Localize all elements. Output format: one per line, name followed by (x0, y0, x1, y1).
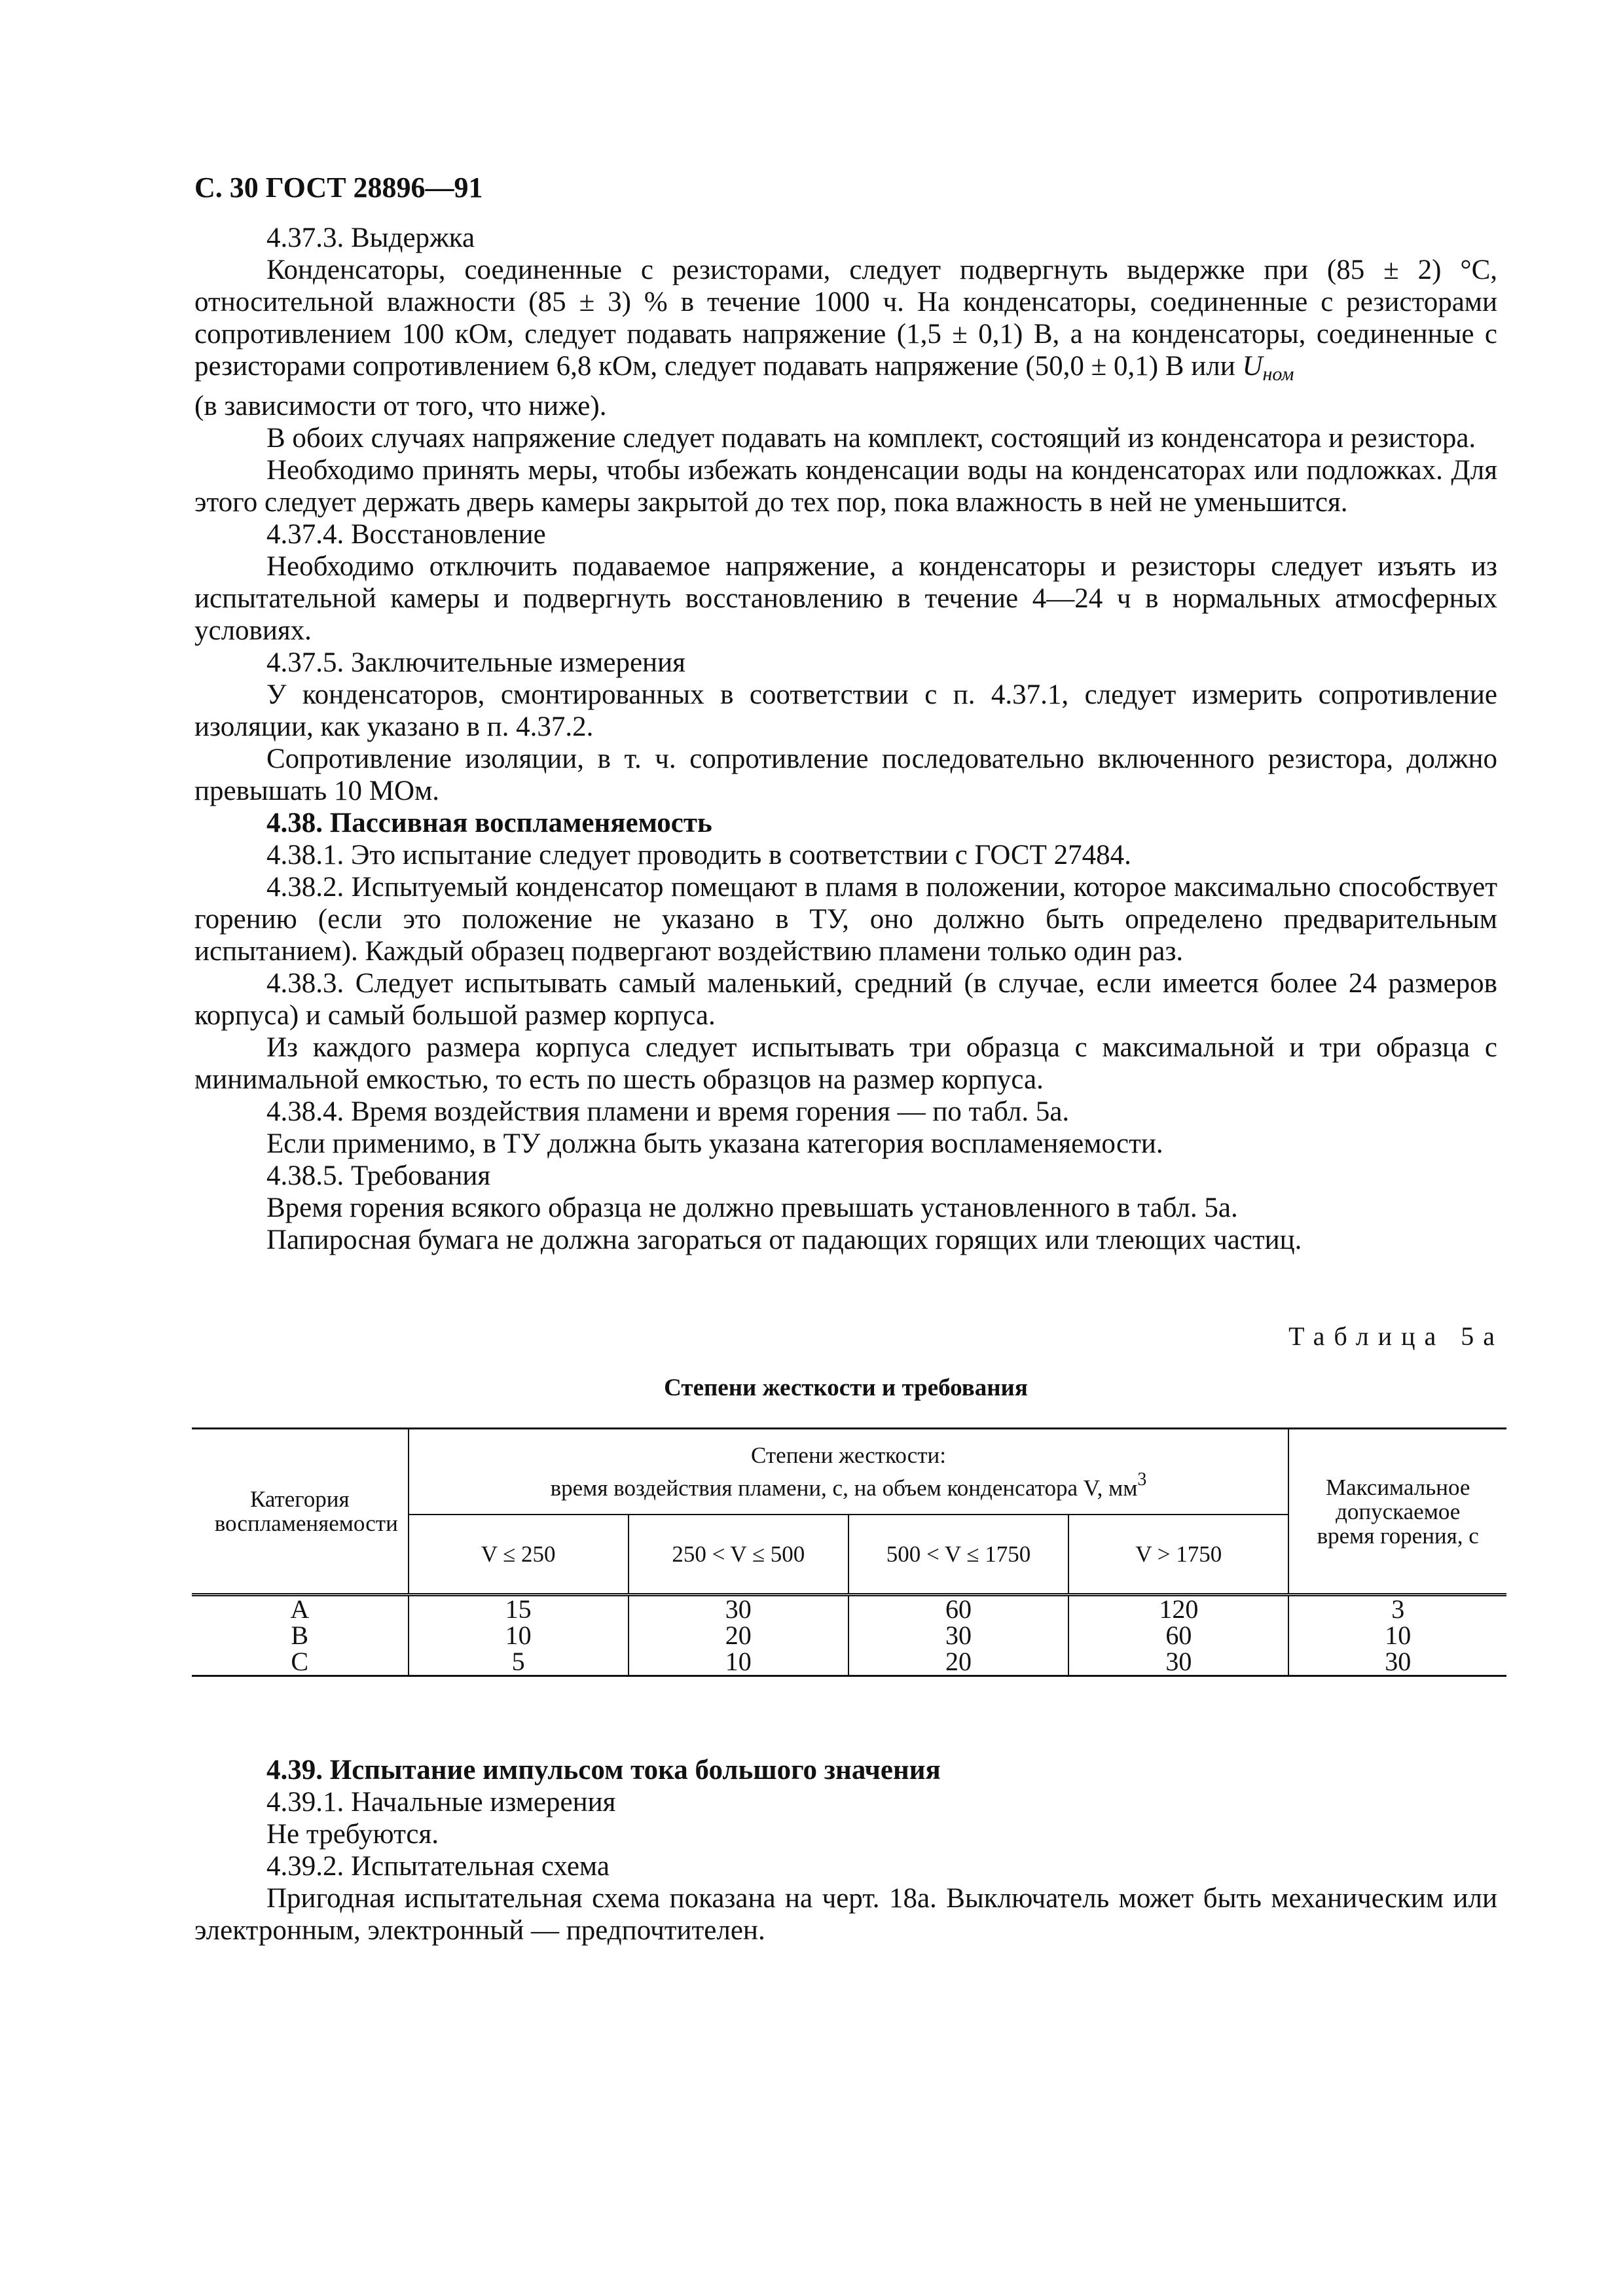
section-4-37-3-title: 4.37.3. Выдержка (266, 223, 475, 253)
table-label: Таблица 5а (1288, 1321, 1504, 1351)
header-group-line2-text: время воздействия пламени, с, на объем конденсатора V, мм (550, 1475, 1138, 1501)
header-max-time-text: Максимальное допускаемое время горения, с (1317, 1474, 1479, 1549)
header-severity-group (409, 1429, 1289, 1515)
cell-value: 10 (629, 1649, 848, 1676)
u-subscript: ном (1262, 363, 1294, 385)
paragraph: 4.38.1. Это испытание следует проводить в соответствии с ГОСТ 27484. (266, 840, 1131, 870)
section-4-38-5-title: 4.38.5. Требования (266, 1160, 491, 1191)
header-group-line1: Степени жесткости: (750, 1443, 947, 1469)
cell-value: 60 (848, 1595, 1068, 1623)
paragraph: Если применимо, в ТУ должна быть указана категория воспламеняемости. (266, 1128, 1163, 1159)
header-subcol-2: 250 < V ≤ 500 (629, 1515, 848, 1594)
header-subcol-4: V > 1750 (1068, 1515, 1288, 1594)
header-max-time (1288, 1429, 1506, 1595)
cell-value: 120 (1068, 1595, 1288, 1623)
cell-category: С (192, 1649, 409, 1676)
section-4-39-2-title: 4.39.2. Испытательная схема (266, 1851, 610, 1882)
paragraph (194, 254, 1497, 390)
paragraph: В обоих случаях напряжение следует подавать на комплект, состоящий из конденсатора и резистора. (266, 423, 1476, 454)
paragraph: Папиросная бумага не должна загораться от падающих горящих или тлеющих частиц. (266, 1225, 1302, 1255)
cell-max: 3 (1391, 1594, 1405, 1624)
table-row (192, 1649, 1506, 1676)
paragraph: (в зависимости от того, что ниже). (194, 391, 607, 422)
paragraph: Сопротивление изоляции, в т. ч. сопротивление последовательно включенного резистора, должно превышать 10 МОм. (194, 744, 1497, 806)
cell-value: 20 (629, 1623, 848, 1649)
cell-value: 10 (409, 1623, 629, 1649)
section-4-38-title: 4.38. Пассивная воспламеняемость (266, 808, 712, 838)
severity-table (192, 1427, 1506, 1677)
cell-value: 15 (409, 1595, 629, 1623)
cell-value: 30 (1068, 1649, 1288, 1676)
header-subcol-3: 500 < V ≤ 1750 (848, 1515, 1068, 1594)
paragraph: У конденсаторов, смонтированных в соответствии с п. 4.37.1, следует измерить сопротивление изоляции, как указано в п. 4.37.2. (194, 679, 1497, 742)
paragraph: Необходимо принять меры, чтобы избежать конденсации воды на конденсаторах или подложках. Для этого следует держать дверь камеры закрытой до тех пор, пока влажность в ней не уменьшится. (194, 455, 1497, 518)
paragraph: Время горения всякого образца не должно превышать установленного в табл. 5а. (266, 1193, 1238, 1223)
document-page (194, 171, 1504, 1946)
paragraph: 4.38.3. Следует испытывать самый маленький, средний (в случае, если имеется более 24 размеров корпуса) и самый большой размер корпуса. (194, 968, 1497, 1031)
paragraph: 4.38.4. Время воздействия пламени и время горения — по табл. 5а. (266, 1096, 1070, 1127)
paragraph: Пригодная испытательная схема показана на черт. 18а. Выключатель может быть механическим или электронным, электронный — предпочтителен. (194, 1883, 1497, 1946)
table-title: Степени жесткости и требования (664, 1374, 1028, 1401)
table-row (192, 1595, 1506, 1623)
header-group-sup: 3 (1137, 1469, 1147, 1490)
paragraph: Из каждого размера корпуса следует испытывать три образца с максимальной и три образца с минимальной емкостью, то есть по шесть образцов на размер корпуса. (194, 1032, 1497, 1095)
header-category (192, 1429, 409, 1595)
cell-category: А (192, 1595, 409, 1623)
paragraph: Не требуются. (266, 1819, 439, 1850)
paragraph: Необходимо отключить подаваемое напряжение, а конденсаторы и резисторы следует изъять из испытательной камеры и подвергнуть восстановлению в течение 4—24 ч в нормальных атмосферных условиях. (194, 551, 1497, 646)
header-subcol-1: V ≤ 250 (409, 1515, 629, 1594)
cell-value: 30 (629, 1595, 848, 1623)
header-category-text: Категория воспламеняемости (214, 1486, 398, 1536)
section-4-39 (194, 1754, 1497, 1946)
cell-value: 30 (848, 1623, 1068, 1649)
u-symbol: U (1242, 351, 1263, 382)
page-header: С. 30 ГОСТ 28896—91 (194, 171, 483, 204)
table-row (192, 1623, 1506, 1649)
section-4-39-1-title: 4.39.1. Начальные измерения (266, 1787, 616, 1818)
cell-value: 20 (848, 1649, 1068, 1676)
section-4-37-5-title: 4.37.5. Заключительные измерения (266, 647, 685, 678)
cell-category: В (192, 1623, 409, 1649)
cell-max: 30 (1288, 1649, 1506, 1676)
paragraph-text: Конденсаторы, соединенные с резисторами, следует подвергнуть выдержке при (85 ± 2) °С, относительной влажности (85 ± 3) % в течение 1000 ч. На конденсаторы, соединенные с резисторами сопротивлением 100 кОм, следует подавать напряжение (1,5 ± 0,1) В, а на конденсаторы, соединенные с резисторами сопротивлением 6,8 кОм, следует подавать напряжение (50,0 ± 0,1) В или (194, 255, 1497, 382)
cell-value: 5 (409, 1649, 629, 1676)
header-group-line2 (409, 1467, 1288, 1500)
section-4-37-4-title: 4.37.4. Восстановление (266, 519, 546, 550)
cell-value: 60 (1068, 1623, 1288, 1649)
paragraph: 4.38.2. Испытуемый конденсатор помещают в пламя в положении, которое максимально способствует горению (если это положение не указано в ТУ, оно должно быть определено предварительным испытанием). Каждый образец подвергают воздействию пламени только один раз. (194, 872, 1497, 967)
section-4-39-title: 4.39. Испытание импульсом тока большого значения (266, 1755, 941, 1785)
cell-max: 10 (1385, 1621, 1412, 1650)
